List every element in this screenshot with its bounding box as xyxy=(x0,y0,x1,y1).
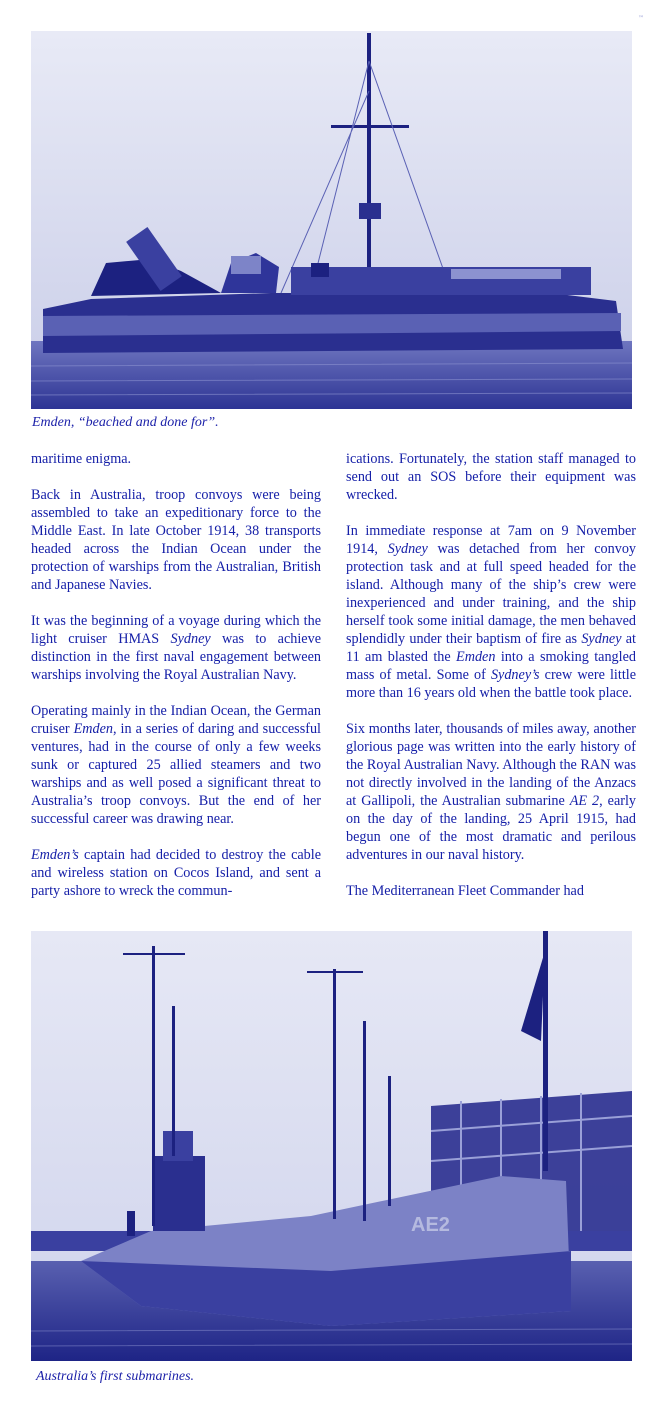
col1-p2-text: Back in Australia, troop convoys were being assembled to take an expeditionary force to the Middle East. In late October 1914, 38 transports headed across the Indian Ocean under the protection of warships from the Australian, British and Japanese Navies. xyxy=(31,487,321,593)
col1-p3-text-a: It was the beginning of a voyage during which the light cruiser HMAS xyxy=(31,613,321,647)
col2-paragraph-3 xyxy=(346,720,636,864)
col1-paragraph-4 xyxy=(31,702,321,828)
col2-p3-text-c: , early on the day of the landing, 25 April 1915, had begun one of the most dramatic and perilous adventures in our naval history. xyxy=(346,793,636,863)
col2-p2-italic-f: Emden xyxy=(456,649,496,665)
col2-p2-text-a: In immediate response at 7am on 9 November 1914, xyxy=(346,523,636,557)
col1-paragraph-3 xyxy=(31,612,321,684)
col1-p1-text: maritime enigma. xyxy=(31,451,132,467)
emden-wreck-image xyxy=(31,31,632,409)
col1-p4-text-a: Operating mainly in the Indian Ocean, the German cruiser xyxy=(31,703,321,737)
corner-mark: ™ xyxy=(638,15,644,22)
col2-p2-text-i: crew were little more than 16 years old when the battle took place. xyxy=(346,667,636,701)
col1-paragraph-1 xyxy=(31,450,321,468)
col2-p2-italic-h: Sydney’s xyxy=(490,667,540,683)
submarines-image xyxy=(31,931,632,1361)
text-column-left xyxy=(31,450,321,900)
submarines-photo xyxy=(31,931,632,1361)
col2-p2-text-g: into a smoking tangled mass of metal. Some of xyxy=(346,649,636,683)
col2-p1-text: ications. Fortunately, the station staff managed to send out an SOS before their equipment was wrecked. xyxy=(346,451,636,503)
col2-p2-text-e: at 11 am blasted the xyxy=(346,631,636,665)
col1-p3-italic: Sydney xyxy=(170,631,211,647)
col1-p4-text-c: , in a series of daring and successful ventures, had in the course of only a few weeks sunk or captured 25 allied steamers and two warships and as well posed a significant threat to Australia’s troop convoys. But the end of her successful career was drawing near. xyxy=(31,721,321,827)
col1-paragraph-5 xyxy=(31,846,321,900)
col1-paragraph-2 xyxy=(31,486,321,594)
emden-photo xyxy=(31,31,632,409)
col2-p4-text: The Mediterranean Fleet Commander had xyxy=(346,883,584,899)
col1-p5-text-b: captain had decided to destroy the cable and wireless station on Cocos Island, and sent a party ashore to wreck the commun- xyxy=(31,847,321,899)
col1-p3-text-c: was to achieve distinction in the first naval engagement between warships involving the Royal Australian Navy. xyxy=(31,631,321,683)
col2-paragraph-2 xyxy=(346,522,636,702)
hull-mark-text: AE2 xyxy=(411,1214,450,1236)
text-column-right xyxy=(346,450,636,900)
col1-p4-italic: Emden xyxy=(73,721,113,737)
col2-paragraph-4 xyxy=(346,882,636,900)
col2-paragraph-1 xyxy=(346,450,636,504)
emden-photo-caption: Emden, “beached and done for”. xyxy=(32,415,219,430)
submarines-photo-caption: Australia’s first submarines. xyxy=(36,1369,195,1384)
col2-p2-text-c: was detached from her convoy protection task and at full speed headed for the island. Although many of the ship’s crew were inexperienced and under training, and the ship herself took some initial damage, the men behaved splendidly under their baptism of fire as xyxy=(346,541,637,647)
col2-p2-italic-d: Sydney xyxy=(581,631,622,647)
col2-p2-italic-b: Sydney xyxy=(387,541,428,557)
col2-p3-italic: AE 2 xyxy=(569,793,600,809)
col1-p5-italic: Emden’s xyxy=(31,847,79,863)
col2-p3-text-a: Six months later, thousands of miles away, another glorious page was written into the early history of the Royal Australian Navy. Although the RAN was not directly involved in the landing of the Anzacs at Gallipoli, the Australian submarine xyxy=(346,721,636,809)
